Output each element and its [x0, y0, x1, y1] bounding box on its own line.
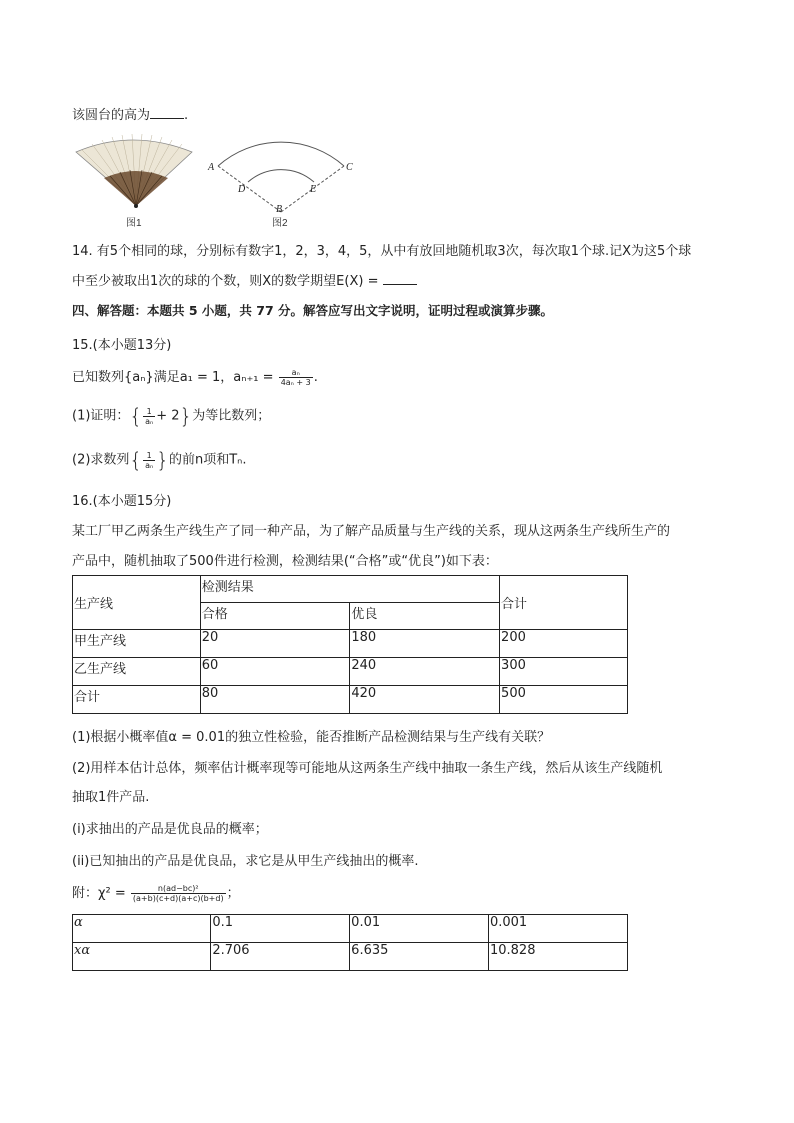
th-total: 合计 — [500, 576, 628, 630]
q16-appendix: 附：χ² = $\frac{\text{n(ad−bc)²}}{(a+b)(c+d)(a+c)(b+d)}$ ； — [72, 884, 240, 903]
chi-square-formula: $\frac{\text{n(ad−bc)²}}{(a+b)(c+d)(a+c)(b+d)}$ — [132, 884, 224, 903]
th-result: 检测结果 — [200, 576, 499, 603]
q15-stem: 已知数列{aₙ}满足a₁ = 1，aₙ₊₁ = $\frac{\text{aₙ}}{\text{4aₙ + 3}}$ . — [72, 368, 318, 387]
cell-name: 乙生产线 — [73, 658, 201, 686]
cell-x: 2.706 — [211, 943, 350, 971]
q16-part2-i: (i)求抽出的产品是优良品的概率； — [72, 822, 268, 837]
q14-line1: 14. 有5个相同的球，分别标有数字1，2，3，4，5，从中有放回地随机取3次，每次取1个球.记X为这5个球 — [72, 244, 692, 259]
q15-stem-text: 已知数列{aₙ}满足a₁ = 1，aₙ₊₁ = — [72, 370, 274, 385]
cell-good: 240 — [350, 658, 500, 686]
q16-intro2: 产品中，随机抽取了500件进行检测，检测结果(“合格”或“优良”)如下表： — [72, 554, 498, 569]
cell-pass: 20 — [200, 630, 350, 658]
fig2-caption: 图2 — [272, 218, 288, 229]
q16-part2-line2: 抽取1件产品. — [72, 790, 150, 805]
cell-alpha-label: α — [73, 915, 211, 943]
cell-total: 300 — [500, 658, 628, 686]
appendix-prefix: 附：χ² = — [72, 886, 126, 901]
label-D: D — [238, 184, 246, 195]
q16-intro1: 某工厂甲乙两条生产线生产了同一种产品，为了解产品质量与生产线的关系，现从这两条生产线所生产的 — [72, 524, 671, 539]
table-row — [73, 915, 628, 943]
q15-p2-fraction: $\frac{1}{\text{aₙ}}$ — [145, 450, 154, 470]
cell-alpha: 0.001 — [488, 915, 627, 943]
q13-text: 该圆台的高为 — [72, 108, 151, 123]
cell-x: 10.828 — [488, 943, 627, 971]
table-row — [73, 686, 628, 714]
table-row — [73, 630, 628, 658]
q16-result-table — [72, 575, 628, 714]
cell-alpha: 0.1 — [211, 915, 350, 943]
q15-header: 15.(本小题13分) — [72, 338, 172, 353]
q13-end: . — [184, 108, 189, 123]
th-pass: 合格 — [200, 603, 350, 630]
th-good: 优良 — [350, 603, 500, 630]
q15-p1-prefix: (1)证明： — [72, 408, 130, 424]
cell-pass: 80 — [200, 686, 350, 714]
cell-pass: 60 — [200, 658, 350, 686]
cell-total: 500 — [500, 686, 628, 714]
cell-total: 200 — [500, 630, 628, 658]
q15-part2: (2)求数列{ $\frac{1}{\text{aₙ}}$ }的前n项和Tₙ. — [72, 448, 247, 472]
cell-good: 180 — [350, 630, 500, 658]
q14-line2 — [72, 270, 417, 289]
cell-good: 420 — [350, 686, 500, 714]
q15-p1-fraction: $\frac{1}{\text{aₙ}}$ — [145, 406, 154, 426]
q16-header: 16.(本小题15分) — [72, 494, 172, 509]
q16-part2-line1: (2)用样本估计总体，频率估计概率现等可能地从这两条生产线中抽取一条生产线，然后从该生产线随机 — [72, 761, 663, 776]
cell-alpha: 0.01 — [350, 915, 489, 943]
cell-x: 6.635 — [350, 943, 489, 971]
q15-p1-mid: + 2 — [156, 408, 180, 424]
label-C: C — [346, 162, 353, 173]
q13-answer-blank[interactable] — [150, 106, 184, 119]
cell-name: 甲生产线 — [73, 630, 201, 658]
q14-answer-blank[interactable] — [383, 272, 417, 285]
sector-diagram — [207, 142, 353, 229]
q15-p2-suffix: 的前n项和Tₙ. — [168, 452, 247, 468]
fan-figures — [70, 130, 370, 230]
q16-part1: (1)根据小概率值α = 0.01的独立性检验，能否推断产品检测结果与生产线有关联？ — [72, 730, 551, 745]
label-E: E — [310, 184, 317, 195]
q15-p1-suffix: 为等比数列； — [192, 408, 271, 424]
cell-x-label: xα — [73, 943, 211, 971]
table-row — [73, 658, 628, 686]
fig1-caption: 图1 — [126, 218, 142, 229]
q15-p2-prefix: (2)求数列 — [72, 452, 130, 468]
q13-tail-line — [72, 104, 188, 123]
section-4-heading: 四、解答题：本题共 5 小题，共 77 分。解答应写出文字说明，证明过程或演算步骤。 — [72, 303, 554, 318]
q14-line2-text: 中至少被取出1次的球的个数，则X的数学期望E(X) = — [72, 274, 379, 289]
cell-name: 合计 — [73, 686, 201, 714]
q16-part2-ii: (ii)已知抽出的产品是优良品，求它是从甲生产线抽出的概率. — [72, 854, 419, 869]
fan-photo — [76, 134, 192, 229]
q15-part1: (1)证明：{ $\frac{1}{\text{aₙ}}$ + 2}为等比数列； — [72, 404, 271, 428]
th-line: 生产线 — [73, 576, 201, 630]
label-A: A — [208, 162, 215, 173]
q15-stem-fraction: $\frac{\text{aₙ}}{\text{4aₙ + 3}}$ — [280, 368, 311, 387]
critical-value-table — [72, 914, 628, 971]
table-row — [73, 943, 628, 971]
label-B: B — [276, 204, 283, 215]
